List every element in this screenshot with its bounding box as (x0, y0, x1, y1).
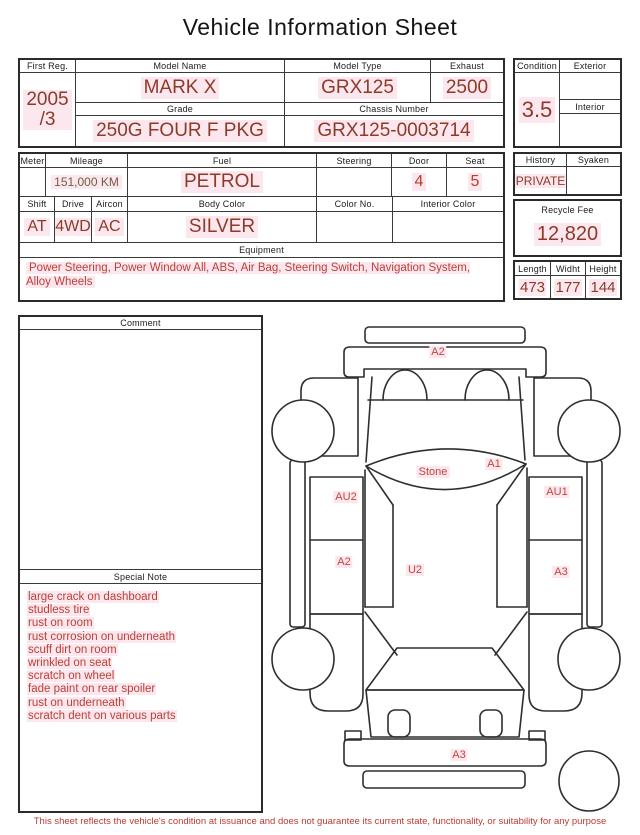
note-text: rust on room (28, 617, 93, 630)
rear-bumper (344, 739, 546, 766)
recycle-fee-text: 12,820 (534, 223, 601, 246)
spare-wheel (559, 751, 619, 811)
exterior-label: Exterior (560, 60, 620, 73)
note-text: rust corrosion on underneath (28, 630, 176, 643)
special-note-label: Special Note (20, 569, 261, 584)
note-text: large crack on dashboard (28, 591, 158, 603)
exhaust-text: 2500 (443, 77, 491, 99)
right-sill (587, 460, 602, 627)
model-type-label: Model Type (285, 60, 431, 73)
recycle-fee-label: Recycle Fee (541, 204, 594, 215)
rear-window-outline (366, 648, 524, 690)
damage-label-left-front-panel: AU2 (335, 491, 357, 503)
damage-label-windshield-note: Stone (418, 466, 448, 478)
length-label: Length (515, 262, 551, 276)
equipment-text: Power Steering, Power Window All, ABS, Air Bag, Steering Switch, Navigation System, Alloy Wheels (26, 262, 471, 288)
damage-label-front-bumper: A2 (431, 346, 445, 358)
condition-label: Condition (515, 60, 560, 73)
disclaimer-text: This sheet reflects the vehicle's condition at issuance and does not guarantee its current state, functionality, or suitability for any purpose (33, 816, 607, 827)
grade-label: Grade (76, 103, 285, 116)
aircon-text: AC (95, 218, 123, 236)
steering-label: Steering (317, 154, 392, 168)
chassis-text: GRX125-0003714 (314, 120, 473, 142)
note-text: scratch on wheel (28, 670, 115, 683)
drive-label: Drive (55, 197, 92, 212)
front-right-wheel (558, 400, 620, 462)
model-name-label: Model Name (76, 60, 285, 73)
rear-left-wheel (272, 628, 334, 690)
note-text: scratch dent on various parts (28, 709, 176, 722)
right-tail-lamp (480, 710, 502, 737)
note-text: wrinkled on seat (28, 657, 112, 670)
shift-label: Shift (20, 197, 55, 212)
exhaust-label: Exhaust (431, 60, 503, 73)
aircon-label: Aircon (92, 197, 128, 212)
color-no-label: Color No. (317, 197, 393, 212)
mileage-label: Mileage (46, 154, 128, 168)
front-left-wheel (272, 400, 334, 462)
history-text: PRIVATE (515, 173, 566, 188)
door-label: Door (392, 154, 447, 168)
left-sill (290, 460, 305, 627)
damage-label-rear-bumper: A3 (452, 749, 466, 761)
equipment-label: Equipment (20, 243, 503, 258)
model-type-text: GRX125 (318, 77, 397, 99)
height-text: 144 (590, 278, 616, 296)
comment-label: Comment (20, 317, 261, 330)
damage-label-roof: U2 (407, 564, 423, 576)
drive-text: 4WD (55, 218, 91, 235)
interior-color-label: Interior Color (393, 197, 503, 212)
width-text: 177 (555, 278, 581, 296)
history-label: History (515, 154, 567, 167)
note-text: scuff dirt on room (28, 643, 117, 656)
first-reg-label: First Reg. (20, 60, 76, 73)
interior-label: Interior (560, 100, 620, 114)
left-tail-lamp (388, 710, 410, 737)
door-text: 4 (412, 173, 427, 191)
first-reg-month: /3 (39, 108, 56, 130)
height-label: Height (586, 262, 620, 276)
first-reg-year: 2005 (26, 88, 69, 110)
mileage-text: 151,000 KM (51, 175, 122, 189)
fuel-text: PETROL (181, 171, 263, 193)
body-color-text: SILVER (186, 216, 258, 238)
damage-label-left-rear-door: A2 (337, 556, 351, 568)
front-upper-bar (365, 327, 525, 343)
seat-text: 5 (468, 173, 483, 191)
seat-label: Seat (447, 154, 503, 168)
fuel-label: Fuel (128, 154, 317, 168)
rear-lower-bar (363, 771, 525, 788)
page-title: Vehicle Information Sheet (182, 14, 458, 40)
model-name-text: MARK X (141, 77, 220, 99)
grade-text: 250G FOUR F PKG (93, 120, 267, 142)
length-text: 473 (519, 278, 546, 296)
shift-text: AT (24, 218, 49, 236)
damage-label-windshield: A1 (487, 458, 501, 470)
rear-right-wheel (558, 628, 620, 690)
condition-score: 3.5 (519, 97, 556, 123)
chassis-label: Chassis Number (285, 103, 503, 116)
damage-label-right-front-panel: AU1 (546, 486, 568, 498)
body-color-label: Body Color (128, 197, 317, 212)
note-text: studless tire (28, 604, 90, 617)
note-text: fade paint on rear spoiler (28, 683, 156, 696)
damage-label-right-rear-panel: A3 (554, 566, 568, 578)
width-label: Widht (551, 262, 586, 276)
syaken-label: Syaken (567, 154, 620, 167)
meter-label: Meter (20, 154, 46, 168)
note-text: rust on underneath (28, 696, 125, 709)
